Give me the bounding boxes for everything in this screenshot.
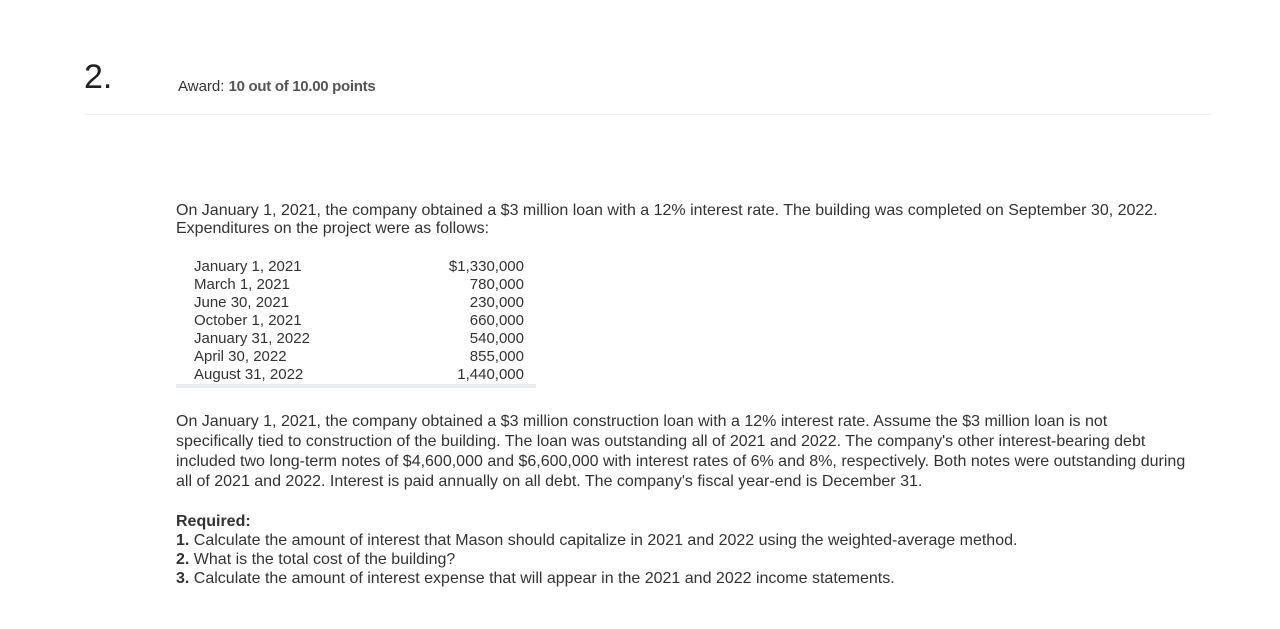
- required-item-text: Calculate the amount of interest expense that will appear in the 2021 and 2022 income statements.: [193, 570, 895, 587]
- table-row: [176, 294, 536, 312]
- required-title: Required:: [176, 513, 251, 530]
- table-row: [176, 258, 536, 276]
- expenditure-amount: 855,000: [469, 348, 524, 365]
- required-item-number: 2.: [176, 551, 190, 568]
- expenditure-date: October 1, 2021: [194, 312, 302, 329]
- required-item-text: What is the total cost of the building?: [193, 551, 456, 568]
- required-item: [176, 531, 1186, 550]
- expenditure-date: April 30, 2022: [194, 348, 287, 365]
- required-section: [176, 512, 1186, 588]
- award-line: [178, 78, 375, 95]
- expenditure-amount: 660,000: [469, 312, 524, 329]
- expenditure-date: January 1, 2021: [194, 258, 302, 275]
- expenditure-amount: 780,000: [469, 276, 524, 293]
- expenditure-date: June 30, 2021: [194, 294, 290, 311]
- expenditure-date: August 31, 2022: [194, 366, 304, 383]
- award-value: 10 out of 10.00 points: [228, 78, 376, 95]
- table-row: [176, 366, 536, 386]
- question-body: [176, 202, 1186, 588]
- required-item: [176, 569, 1186, 588]
- table-row: [176, 330, 536, 348]
- loan-details-paragraph: On January 1, 2021, the company obtained a $3 million construction loan with a 12% interest rate. Assume the $3 million loan is not specifically tied to construction of the building. The loan was outstanding all of 2021 and 2022. The company's other interest-bearing debt included two long-term notes of $4,600,000 and $6,600,000 with interest rates of 6% and 8%, respectively. Both notes were outstanding during all of 2021 and 2022. Interest is paid annually on all debt. The company's fiscal year-end is December 31.: [176, 413, 1186, 490]
- intro-paragraph: On January 1, 2021, the company obtained a $3 million loan with a 12% interest rate. The building was completed on September 30, 2022. Expenditures on the project were as follows:: [176, 202, 1158, 237]
- required-item-number: 3.: [176, 570, 190, 587]
- table-row: [176, 312, 536, 330]
- expenditure-date: January 31, 2022: [194, 330, 310, 347]
- question-number: 2.: [84, 58, 113, 96]
- header-divider: [85, 114, 1211, 115]
- table-row: [176, 348, 536, 366]
- expenditure-date: March 1, 2021: [194, 276, 290, 293]
- required-item: [176, 550, 1186, 569]
- required-item-text: Calculate the amount of interest that Mason should capitalize in 2021 and 2022 using the weighted-average method.: [193, 532, 1018, 549]
- table-row: [176, 276, 536, 294]
- expenditure-amount: $1,330,000: [448, 258, 524, 275]
- required-item-number: 1.: [176, 532, 190, 549]
- expenditure-amount: 540,000: [469, 330, 524, 347]
- expenditures-table: [176, 258, 536, 388]
- expenditure-amount: 1,440,000: [457, 366, 524, 383]
- award-label: Award:: [178, 78, 225, 95]
- expenditure-amount: 230,000: [469, 294, 524, 311]
